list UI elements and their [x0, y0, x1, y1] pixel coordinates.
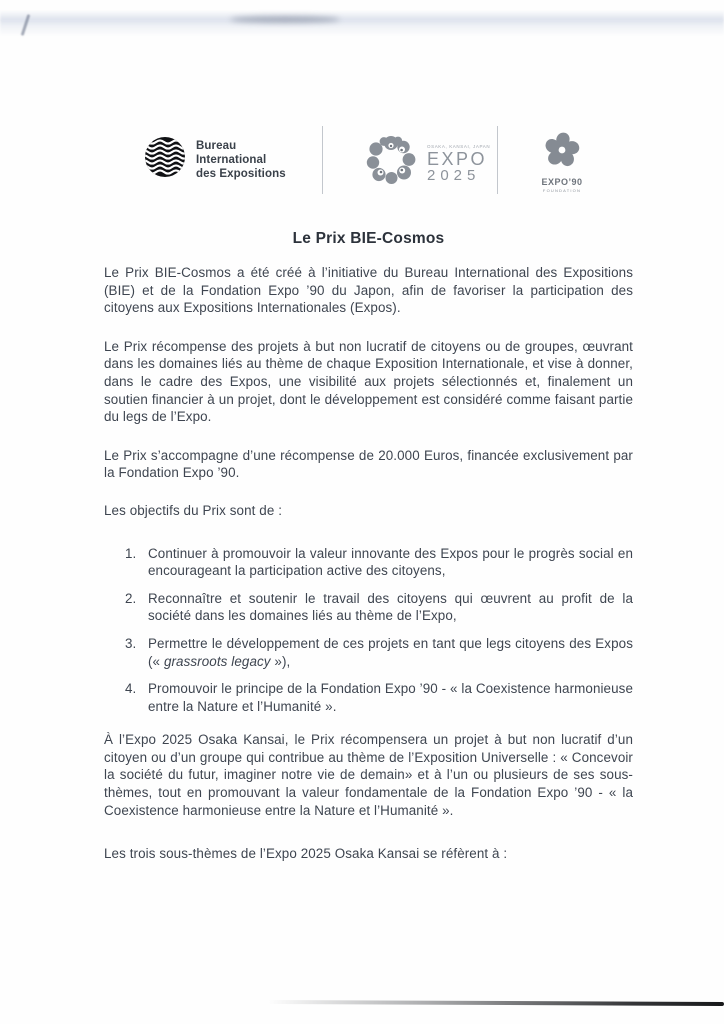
list-item [104, 590, 633, 625]
bie-logo-text [196, 139, 286, 181]
list-number: 1. [125, 545, 137, 561]
list-text [148, 681, 633, 714]
list-text-pre: Reconnaître et soutenir le travail des citoyens qui œuvrent au profit de la société dans les domaines liés au thème de l’Expo, [148, 590, 633, 624]
objectives-list [104, 545, 633, 716]
list-text [148, 636, 633, 669]
list-text [148, 591, 633, 624]
page-title: Le Prix BIE-Cosmos [292, 230, 445, 247]
bie-globe-icon [144, 136, 186, 183]
list-text-post: »), [270, 653, 291, 669]
list-number: 3. [125, 635, 137, 651]
scan-streak-top [0, 10, 724, 36]
paragraph-prize-description: Le Prix récompense des projets à but non lucratif de citoyens ou de groupes, œuvrant dans les domaines liés au thème de chaque Exposition Internationale, et vise à donner, dans le cadre des Expos, une visibilité aux projets sélectionnés et, finalement un soutien financier à un projet, dont le développement est considéré comme faisant partie du legs de l’Expo. [104, 338, 633, 425]
list-text [148, 546, 633, 579]
expo2025-line1: EXPO [427, 148, 488, 169]
list-number: 4. [125, 681, 137, 697]
expo90-flower-icon [536, 128, 588, 179]
expo2025-tagline: OSAKA, KANSAI, JAPAN [427, 143, 491, 149]
list-item [104, 635, 633, 670]
scan-smudge [230, 16, 340, 23]
expo2025-ring-icon [362, 132, 420, 195]
bie-logo [144, 136, 286, 183]
paragraph-expo2025: À l’Expo 2025 Osaka Kansai, le Prix récompensera un projet à but non lucratif d’un citoyen ou d’un groupe qui contribue au thème de l’Exposition Universelle : « Concevoir la société du futur, imaginer notre vie de demain» et à l’un ou plusieurs de ses sous-thèmes, tout en promouvant la valeur fondamentale de la Fondation Expo ’90 - « la Coexistence harmonieuse entre la Nature et l’Humanité ». [104, 732, 633, 818]
bie-line3: des Expositions [196, 167, 286, 180]
list-text-pre: Permettre le développement de ces projets en tant que legs citoyens des Expos (« [148, 635, 633, 669]
scan-edge-bottom [268, 1000, 724, 1006]
logo-divider-1 [322, 126, 323, 194]
expo2025-logo-text [427, 144, 490, 184]
bie-line2: International [196, 153, 267, 166]
expo90-logo [536, 128, 588, 193]
list-text-pre: Promouvoir le principe de la Fondation Expo ’90 - « la Coexistence harmonieuse entre la Nature et l’Humanité ». [148, 681, 633, 714]
logo-header [0, 126, 724, 196]
list-text-pre: Continuer à promouvoir la valeur innovante des Expos pour le progrès social en encourageant la participation active des citoyens, [148, 545, 633, 579]
list-number: 2. [125, 590, 137, 606]
list-text-italic: grassroots legacy [163, 653, 271, 669]
objectives-intro: Les objectifs du Prix sont de : [104, 502, 283, 518]
expo90-line2: FOUNDATION [542, 188, 582, 193]
paragraph-reward: Le Prix s’accompagne d’une récompense de 20.000 Euros, financée exclusivement par la Fondation Expo ’90. [104, 447, 633, 481]
logo-divider-2 [497, 126, 498, 194]
list-item [104, 545, 633, 580]
expo90-line1: EXPO’90 [541, 177, 583, 187]
paragraph-intro: Le Prix BIE-Cosmos a été créé à l’initiative du Bureau International des Expositions (BIE) et de la Fondation Expo ’90 du Japon, afin de favoriser la participation des citoyens aux Expositions Internationales (Expos). [104, 265, 633, 316]
bie-line1: Bureau [196, 139, 237, 152]
document-body [104, 230, 633, 863]
paragraph-subthemes-lead: Les trois sous-thèmes de l’Expo 2025 Osaka Kansai se réfèrent à : [104, 846, 508, 862]
list-item [104, 680, 633, 715]
expo2025-logo [362, 132, 490, 195]
expo2025-line2: 2025 [427, 166, 481, 184]
